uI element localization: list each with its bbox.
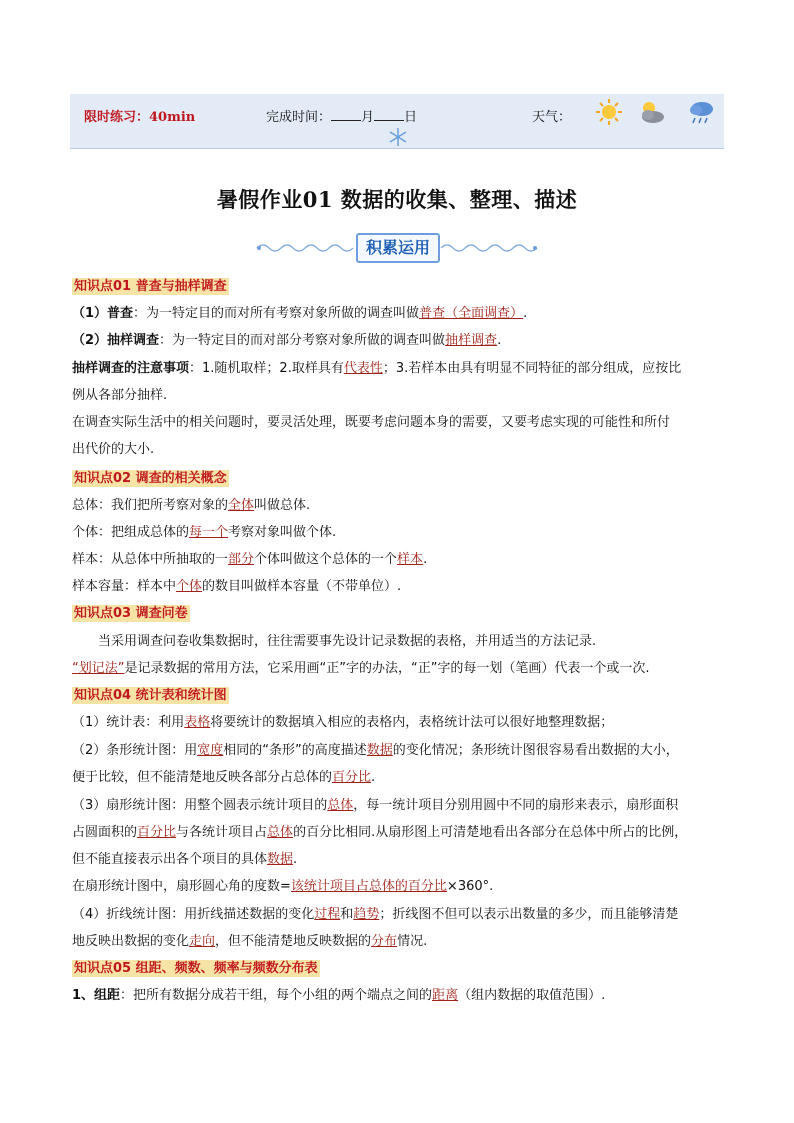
kp4-line2 [72,739,679,758]
text: 占圆面积的 [72,825,138,840]
kp4-line5 [72,821,687,840]
underlined-term: 样本 [397,552,424,567]
underlined-term: 百分比 [137,825,177,840]
section-badge: 积累运用 [356,233,440,263]
term-notes: 抽样调查的注意事项 [72,361,190,376]
underlined-term: 趋势 [353,907,380,922]
kp4-line7 [72,875,493,894]
underlined-term: 数据 [267,852,294,867]
text: 地反映出数据的变化 [72,934,190,949]
text: 在扇形统计图中，扇形圆心角的度数= [72,879,291,894]
text: ：1.随机取样；2.取样具有 [189,361,344,376]
underlined-term: 抽样调查 [445,333,498,348]
kp5-line1 [72,984,605,1003]
underlined-term: 百分比 [332,770,372,785]
month-blank[interactable] [331,108,361,121]
underlined-term: 个体 [176,579,203,594]
completion-time [266,106,417,125]
kp5-heading-text: 知识点05 组距、频数、频率与频数分布表 [74,961,318,976]
text: 叫做总体. [254,498,311,513]
kp1-line4: 例从各部分抽样. [72,388,168,403]
text: 个体：把组成总体的 [72,525,190,540]
text: . [293,852,298,867]
page-title: 暑假作业01 数据的收集、整理、描述 [216,187,578,212]
text: 便于比较，但不能清楚地反映各部分占总体的 [72,770,333,785]
underlined-term: “划记法” [72,661,125,676]
text: 的数目叫做样本容量（不带单位）. [202,579,402,594]
partly-cloudy-icon[interactable] [636,98,666,126]
kp4-heading [72,684,229,703]
kp1-line3 [72,357,681,376]
text: ×360°. [446,879,494,894]
underlined-term: 距离 [432,988,459,1003]
text: 将要统计的数据填入相应的表格内，表格统计法可以很好地整理数据； [210,715,614,730]
underlined-term: 总体 [327,798,354,813]
kp2-line3 [72,548,427,567]
text: 和 [340,907,354,922]
completion-label: 完成时间： [266,110,332,125]
kp1-line1 [72,302,527,321]
underlined-term: 宽度 [197,743,224,758]
sun-icon[interactable] [595,98,623,126]
text: 的变化情况；条形统计图很容易看出数据的大小， [392,743,679,758]
kp2-line4 [72,575,401,594]
underlined-term: 普查（全面调查） [419,306,524,321]
text: 情况. [397,934,428,949]
header-banner [70,94,724,149]
text: . [497,333,502,348]
underlined-term: 总体 [267,825,294,840]
kp4-line8 [72,903,678,922]
month-label: 月 [361,110,375,125]
text: 相同的“条形”的高度描述 [223,743,367,758]
text: 的百分比相同.从扇形图上可清楚地看出各部分在总体中所占的比例， [293,825,688,840]
kp1-line2 [72,329,501,348]
text: 个体叫做这个总体的一个 [254,552,398,567]
text: 考察对象叫做个体. [228,525,337,540]
underlined-term: 每一个 [189,525,229,540]
term-class-width: 1、组距 [72,988,121,1003]
text: ：为一特定目的而对部分考察对象所做的调查叫做 [159,333,446,348]
kp3-heading [72,602,190,621]
kp4-line3 [72,766,375,785]
kp2-heading-text: 知识点02 调查的相关概念 [74,471,227,486]
kp3-heading-text: 知识点03 调查问卷 [74,606,188,621]
text: ；折线图不但可以表示出数量的多少，而且能够清楚 [379,907,679,922]
underlined-term: 分布 [371,934,398,949]
kp4-line4 [72,794,678,813]
text: 样本容量：样本中 [72,579,177,594]
snowflake-icon [388,127,408,147]
text: ：把所有数据分成若干组，每个小组的两个端点之间的 [120,988,433,1003]
text: ，每一统计项目分别用圆中不同的扇形来表示，扇形面积 [353,798,679,813]
text: . [523,306,528,321]
kp5-heading [72,957,320,976]
day-blank[interactable] [374,108,404,121]
underlined-term: 数据 [366,743,393,758]
rain-cloud-icon[interactable] [686,98,716,128]
day-label: 日 [404,110,418,125]
text: ：为一特定目的而对所有考察对象所做的调查叫做 [133,306,420,321]
text: 但不能直接表示出各个项目的具体 [72,852,268,867]
kp2-heading [72,467,229,486]
kp3-line1: 当采用调查问卷收集数据时，往往需要事先设计记录数据的表格，并用适当的方法记录. [98,634,597,649]
text: （4）折线统计图：用折线描述数据的变化 [72,907,315,922]
kp2-line1 [72,494,310,513]
kp4-heading-text: 知识点04 统计表和统计图 [74,688,227,703]
term-sampling: （2）抽样调查 [72,333,160,348]
text: ，但不能清楚地反映数据的 [215,934,372,949]
time-limit: 限时练习：40min [84,110,196,125]
underlined-term: 代表性 [343,361,383,376]
kp4-line9 [72,930,427,949]
kp1-line6: 出代价的大小. [72,442,155,457]
text: （1）统计表：利用 [72,715,185,730]
text: 总体：我们把所考察对象的 [72,498,229,513]
kp4-line6 [72,848,297,867]
term-census: （1）普查 [72,306,134,321]
kp1-heading-text: 知识点01 普查与抽样调查 [74,279,227,294]
underlined-term: 部分 [228,552,255,567]
text: . [423,552,428,567]
kp2-line2 [72,521,336,540]
text: 样本：从总体中所抽取的一 [72,552,229,567]
text: ；3.若样本由具有明显不同特征的部分组成，应按比 [382,361,682,376]
text: （3）扇形统计图：用整个圆表示统计项目的 [72,798,328,813]
underlined-term: 走向 [189,934,216,949]
text: 与各统计项目占 [176,825,268,840]
text: （2）条形统计图：用 [72,743,198,758]
kp4-line1 [72,711,613,730]
underlined-term: 过程 [314,907,341,922]
text: . [371,770,376,785]
weather-label: 天气： [532,110,572,125]
text: （组内数据的取值范围）. [458,988,606,1003]
kp1-heading [72,275,229,294]
kp1-line5: 在调查实际生活中的相关问题时，要灵活处理，既要考虑问题本身的需要，又要考虑实现的可能性和所付 [72,415,671,430]
text: 是记录数据的常用方法，它采用画“正”字的办法，“正”字的每一划（笔画）代表一个或一次. [124,661,650,676]
underlined-term: 全体 [228,498,255,513]
kp3-line2 [72,657,650,676]
underlined-term: 该统计项目占总体的百分比 [290,879,447,894]
underlined-term: 表格 [184,715,211,730]
